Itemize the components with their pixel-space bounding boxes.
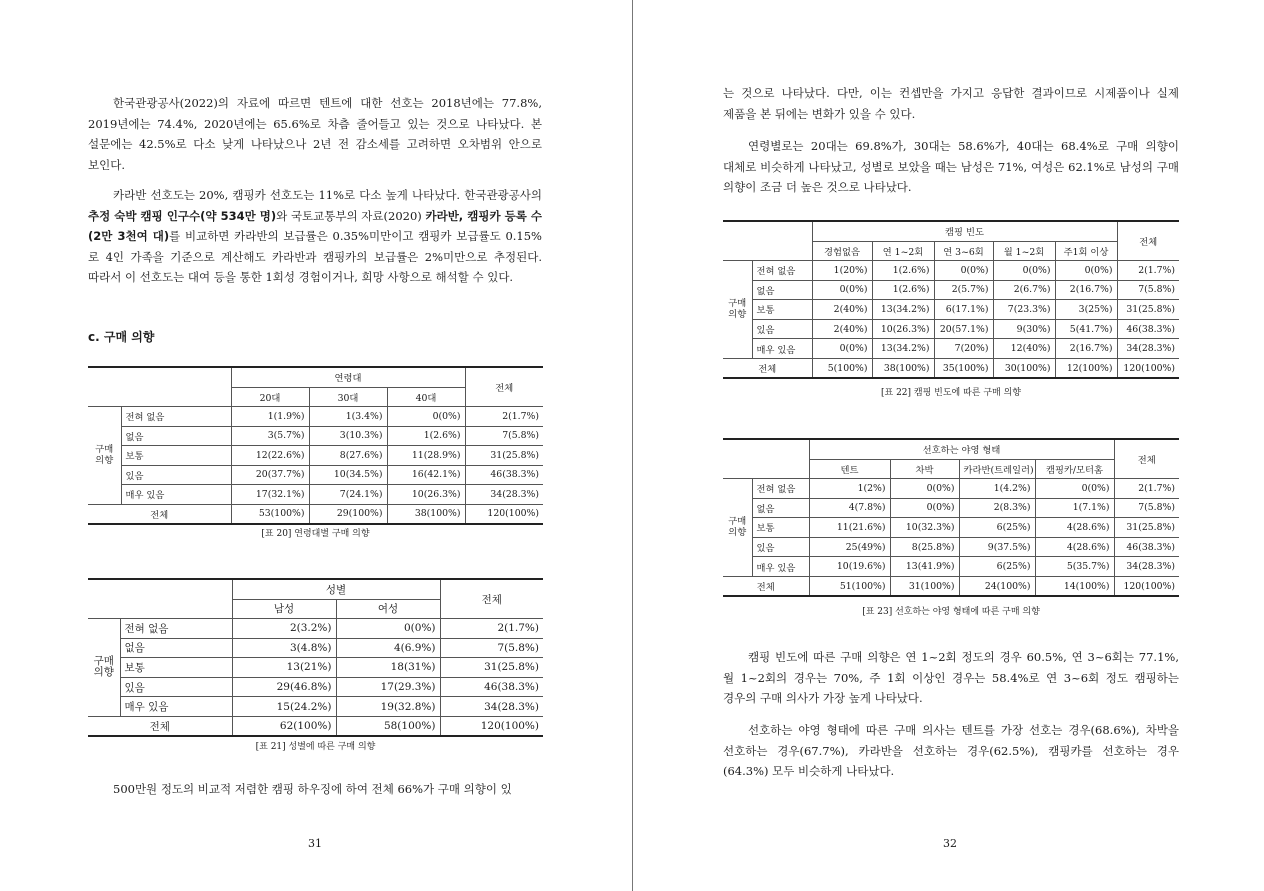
data-cell: 0(0%) xyxy=(934,261,993,281)
table-total-row xyxy=(88,716,543,736)
table-caption: [표 22] 캠핑 빈도에 따른 구매 의향 xyxy=(881,388,1021,398)
row-label: 보통 xyxy=(121,446,231,466)
data-cell: 2(16.7%) xyxy=(1055,280,1117,300)
row-label: 있음 xyxy=(121,465,231,485)
data-cell: 12(40%) xyxy=(993,339,1055,359)
table-row xyxy=(723,261,1179,281)
data-cell: 29(100%) xyxy=(309,504,387,524)
total-cell: 46(38.3%) xyxy=(440,677,543,697)
data-cell: 10(34.5%) xyxy=(309,465,387,485)
table-row xyxy=(723,479,1179,499)
table-gender-purchase-intent xyxy=(88,578,543,737)
data-cell: 30(100%) xyxy=(993,358,1055,378)
data-cell: 2(3.2%) xyxy=(232,619,336,639)
data-cell: 7(24.1%) xyxy=(309,485,387,505)
table-total-row xyxy=(723,576,1179,596)
paragraph-frequency-summary: 캠핑 빈도에 따른 구매 의향은 연 1~2회 정도의 경우 60.5%, 연 3~6회는 77.1%, 월 1~2회의 경우는 70%, 주 1회 이상인 경우는 58.4%로 연 3~6회 정도 캠핑하는 경우의 구매 의사가 가장 높게 나타났다. xyxy=(723,650,1179,706)
text-segment: 를 비교하면 카라반의 보급률은 0.35%미만이고 캠핑카 보급률도 0.15%로 4인 가족을 기준으로 계산해도 카라반과 캠핑카의 보급률은 2%미만으로 추정된다. 따라서 이 선호도는 대여 등을 통한 1회성 경험이거나, 희망 사항으로 해석할 수 있다. xyxy=(88,229,542,285)
total-column-header: 전체 xyxy=(1114,439,1179,479)
total-cell: 46(38.3%) xyxy=(465,465,543,485)
total-cell: 120(100%) xyxy=(1117,358,1179,378)
column-header: 20대 xyxy=(231,387,309,407)
data-cell: 13(34.2%) xyxy=(872,339,934,359)
row-label: 매우 있음 xyxy=(752,557,809,577)
total-cell: 2(1.7%) xyxy=(440,619,543,639)
data-cell: 24(100%) xyxy=(959,576,1035,596)
table-row xyxy=(88,465,543,485)
header-corner-cell xyxy=(723,221,812,261)
data-cell: 10(19.6%) xyxy=(809,557,890,577)
row-group-label: 구매 의향 xyxy=(723,261,752,359)
table-row xyxy=(723,339,1179,359)
table-caption: [표 20] 연령대별 구매 의향 xyxy=(261,529,370,539)
row-group-label: 구매 의향 xyxy=(723,479,752,577)
data-cell: 10(26.3%) xyxy=(387,485,465,505)
data-cell: 1(1.9%) xyxy=(231,407,309,427)
column-group-header: 연령대 xyxy=(231,367,465,387)
data-cell: 16(42.1%) xyxy=(387,465,465,485)
table-row xyxy=(88,446,543,466)
table-caption: [표 23] 선호하는 야영 형태에 따른 구매 의향 xyxy=(862,607,1040,617)
data-cell: 3(4.8%) xyxy=(232,638,336,658)
data-cell: 38(100%) xyxy=(872,358,934,378)
page-number: 32 xyxy=(943,837,957,850)
table-caption: [표 21] 성별에 따른 구매 의향 xyxy=(255,742,376,752)
total-cell: 7(5.8%) xyxy=(440,638,543,658)
row-label: 없음 xyxy=(121,426,231,446)
data-cell: 2(40%) xyxy=(812,300,872,320)
column-group-header: 성별 xyxy=(232,579,440,599)
data-cell: 5(41.7%) xyxy=(1055,319,1117,339)
data-cell: 31(100%) xyxy=(890,576,959,596)
data-cell: 11(28.9%) xyxy=(387,446,465,466)
column-header: 주1회 이상 xyxy=(1055,241,1117,261)
total-cell: 2(1.7%) xyxy=(1114,479,1179,499)
total-cell: 2(1.7%) xyxy=(1117,261,1179,281)
row-label: 있음 xyxy=(120,677,232,697)
total-row-label: 전체 xyxy=(723,358,812,378)
data-cell: 0(0%) xyxy=(387,407,465,427)
column-header: 텐트 xyxy=(809,459,890,479)
data-cell: 13(34.2%) xyxy=(872,300,934,320)
column-group-header: 캠핑 빈도 xyxy=(812,221,1117,241)
column-group-header: 선호하는 야영 형태 xyxy=(809,439,1114,459)
data-cell: 8(27.6%) xyxy=(309,446,387,466)
data-cell: 0(0%) xyxy=(993,261,1055,281)
text-segment: 와 국토교통부의 자료(2020) xyxy=(276,208,426,223)
row-label: 없음 xyxy=(120,638,232,658)
table-row xyxy=(723,319,1179,339)
total-row-label: 전체 xyxy=(88,716,232,736)
total-row-label: 전체 xyxy=(723,576,809,596)
row-label: 전혀 없음 xyxy=(120,619,232,639)
total-column-header: 전체 xyxy=(465,367,543,407)
row-label: 매우 있음 xyxy=(120,697,232,717)
data-cell: 13(21%) xyxy=(232,658,336,678)
data-cell: 53(100%) xyxy=(231,504,309,524)
table-row xyxy=(88,485,543,505)
data-cell: 0(0%) xyxy=(890,498,959,518)
data-cell: 9(37.5%) xyxy=(959,537,1035,557)
data-cell: 29(46.8%) xyxy=(232,677,336,697)
row-label: 매우 있음 xyxy=(121,485,231,505)
column-header: 캠핑카/모터홈 xyxy=(1035,459,1114,479)
column-header: 30대 xyxy=(309,387,387,407)
table-row xyxy=(88,407,543,427)
data-cell: 0(0%) xyxy=(812,339,872,359)
data-cell: 7(23.3%) xyxy=(993,300,1055,320)
row-label: 전혀 없음 xyxy=(752,261,812,281)
table-row xyxy=(88,658,543,678)
data-cell: 3(25%) xyxy=(1055,300,1117,320)
data-cell: 5(100%) xyxy=(812,358,872,378)
data-cell: 3(5.7%) xyxy=(231,426,309,446)
table-row xyxy=(723,518,1179,538)
total-cell: 34(28.3%) xyxy=(1114,557,1179,577)
data-cell: 5(35.7%) xyxy=(1035,557,1114,577)
table-row xyxy=(88,638,543,658)
data-cell: 1(2%) xyxy=(809,479,890,499)
paragraph-age-gender-summary: 연령별로는 20대는 69.8%가, 30대는 58.6%가, 40대는 68.4%로 구매 의향이 대체로 비슷하게 나타났고, 성별로 보았을 때는 남성은 71%, 여성은 62.1%로 남성의 구매 의향이 조금 더 높은 것으로 나타났다. xyxy=(723,139,1179,195)
data-cell: 9(30%) xyxy=(993,319,1055,339)
data-cell: 19(32.8%) xyxy=(336,697,440,717)
total-cell: 2(1.7%) xyxy=(465,407,543,427)
data-cell: 0(0%) xyxy=(336,619,440,639)
table-header-row xyxy=(88,579,543,599)
row-label: 전혀 없음 xyxy=(752,479,809,499)
data-cell: 6(17.1%) xyxy=(934,300,993,320)
data-cell: 7(20%) xyxy=(934,339,993,359)
total-cell: 120(100%) xyxy=(1114,576,1179,596)
total-cell: 34(28.3%) xyxy=(1117,339,1179,359)
column-header: 차박 xyxy=(890,459,959,479)
bold-caravan-registrations: 카라반, 캠핑카 등록 수(2만 3천여 대) xyxy=(88,208,543,244)
data-cell: 17(29.3%) xyxy=(336,677,440,697)
row-label: 보통 xyxy=(752,300,812,320)
table-row xyxy=(723,498,1179,518)
data-cell: 15(24.2%) xyxy=(232,697,336,717)
table-total-row xyxy=(723,358,1179,378)
row-label: 없음 xyxy=(752,280,812,300)
data-cell: 20(57.1%) xyxy=(934,319,993,339)
table-header-row xyxy=(88,367,543,387)
table-total-row xyxy=(88,504,543,524)
total-cell: 120(100%) xyxy=(465,504,543,524)
row-label: 있음 xyxy=(752,319,812,339)
data-cell: 1(2.6%) xyxy=(872,261,934,281)
text-segment: 카라반 선호도는 20%, 캠핑카 선호도는 11%로 다소 높게 나타났다. 한국관광공사의 xyxy=(113,188,542,202)
data-cell: 1(20%) xyxy=(812,261,872,281)
table-frequency-purchase-intent xyxy=(723,220,1179,379)
total-cell: 7(5.8%) xyxy=(1114,498,1179,518)
paragraph-tent-preference: 한국관광공사(2022)의 자료에 따르면 텐트에 대한 선호는 2018년에는 77.8%, 2019년에는 74.4%, 2020년에는 65.6%로 차츰 줄어들고 있는 것으로 나타났다. 본 설문에는 42.5%로 다소 낮게 나타났으나 2년 전 감소세를 고려하면 오차범위 안으로 보인다. xyxy=(88,96,542,172)
data-cell: 0(0%) xyxy=(1035,479,1114,499)
total-cell: 46(38.3%) xyxy=(1114,537,1179,557)
total-cell: 7(5.8%) xyxy=(465,426,543,446)
total-column-header: 전체 xyxy=(440,579,543,619)
column-header: 40대 xyxy=(387,387,465,407)
table-row xyxy=(88,697,543,717)
data-cell: 14(100%) xyxy=(1035,576,1114,596)
data-cell: 2(5.7%) xyxy=(934,280,993,300)
data-cell: 20(37.7%) xyxy=(231,465,309,485)
data-cell: 12(100%) xyxy=(1055,358,1117,378)
row-label: 매우 있음 xyxy=(752,339,812,359)
data-cell: 1(2.6%) xyxy=(387,426,465,446)
column-header: 경험없음 xyxy=(812,241,872,261)
table-age-purchase-intent xyxy=(88,366,543,525)
data-cell: 2(16.7%) xyxy=(1055,339,1117,359)
data-cell: 0(0%) xyxy=(1055,261,1117,281)
paragraph-continuation: 는 것으로 나타났다. 다만, 이는 컨셉만을 가지고 응답한 결과이므로 시제품이나 실제 제품을 본 뒤에는 변화가 있을 수 있다. xyxy=(723,86,1179,121)
paragraph-purchase-summary: 500만원 정도의 비교적 저렴한 캠핑 하우징에 하여 전체 66%가 구매 의향이 있 xyxy=(113,782,512,796)
total-cell: 7(5.8%) xyxy=(1117,280,1179,300)
row-label: 전혀 없음 xyxy=(121,407,231,427)
page-number: 31 xyxy=(308,837,322,850)
data-cell: 11(21.6%) xyxy=(809,518,890,538)
data-cell: 17(32.1%) xyxy=(231,485,309,505)
table-header-row xyxy=(723,439,1179,459)
data-cell: 1(2.6%) xyxy=(872,280,934,300)
data-cell: 2(40%) xyxy=(812,319,872,339)
column-header: 월 1~2회 xyxy=(993,241,1055,261)
data-cell: 0(0%) xyxy=(812,280,872,300)
data-cell: 13(41.9%) xyxy=(890,557,959,577)
table-camping-style-purchase-intent xyxy=(723,438,1179,597)
header-corner-cell xyxy=(88,367,231,407)
data-cell: 4(28.6%) xyxy=(1035,537,1114,557)
table-row xyxy=(723,537,1179,557)
data-cell: 6(25%) xyxy=(959,518,1035,538)
column-header: 연 3~6회 xyxy=(934,241,993,261)
data-cell: 12(22.6%) xyxy=(231,446,309,466)
table-header-row xyxy=(723,221,1179,241)
data-cell: 0(0%) xyxy=(890,479,959,499)
data-cell: 2(8.3%) xyxy=(959,498,1035,518)
bold-camping-population: 추정 숙박 캠핑 인구수(약 534만 명) xyxy=(88,208,277,223)
paragraph-caravan-preference xyxy=(88,185,542,288)
data-cell: 1(3.4%) xyxy=(309,407,387,427)
column-header: 남성 xyxy=(232,599,336,619)
table-row xyxy=(723,557,1179,577)
total-cell: 34(28.3%) xyxy=(465,485,543,505)
column-header: 연 1~2회 xyxy=(872,241,934,261)
data-cell: 8(25.8%) xyxy=(890,537,959,557)
data-cell: 38(100%) xyxy=(387,504,465,524)
section-heading-purchase-intent: c. 구매 의향 xyxy=(88,330,155,344)
row-group-label: 구매 의향 xyxy=(88,407,121,505)
total-cell: 120(100%) xyxy=(440,716,543,736)
column-header: 여성 xyxy=(336,599,440,619)
total-cell: 34(28.3%) xyxy=(440,697,543,717)
data-cell: 35(100%) xyxy=(934,358,993,378)
header-corner-cell xyxy=(88,579,232,619)
column-header: 카라반(트레일러) xyxy=(959,459,1035,479)
total-cell: 31(25.8%) xyxy=(1114,518,1179,538)
data-cell: 3(10.3%) xyxy=(309,426,387,446)
table-row xyxy=(88,619,543,639)
data-cell: 25(49%) xyxy=(809,537,890,557)
row-label: 보통 xyxy=(752,518,809,538)
paragraph-style-summary: 선호하는 야영 형태에 따른 구매 의사는 텐트를 가장 선호는 경우(68.6%), 차박을 선호하는 경우(67.7%), 카라반을 선호하는 경우(62.5%), 캠핑카를 선호하는 경우(64.3%) 모두 비슷하게 나타났다. xyxy=(723,723,1179,779)
data-cell: 18(31%) xyxy=(336,658,440,678)
data-cell: 4(6.9%) xyxy=(336,638,440,658)
data-cell: 4(7.8%) xyxy=(809,498,890,518)
data-cell: 4(28.6%) xyxy=(1035,518,1114,538)
total-cell: 46(38.3%) xyxy=(1117,319,1179,339)
data-cell: 1(7.1%) xyxy=(1035,498,1114,518)
header-corner-cell xyxy=(723,439,809,479)
table-row xyxy=(88,677,543,697)
total-cell: 31(25.8%) xyxy=(1117,300,1179,320)
data-cell: 2(6.7%) xyxy=(993,280,1055,300)
data-cell: 1(4.2%) xyxy=(959,479,1035,499)
data-cell: 51(100%) xyxy=(809,576,890,596)
total-column-header: 전체 xyxy=(1117,221,1179,261)
total-cell: 31(25.8%) xyxy=(465,446,543,466)
right-page xyxy=(633,0,1264,891)
data-cell: 10(26.3%) xyxy=(872,319,934,339)
table-row xyxy=(88,426,543,446)
data-cell: 6(25%) xyxy=(959,557,1035,577)
row-label: 있음 xyxy=(752,537,809,557)
table-row xyxy=(723,280,1179,300)
row-group-label: 구매 의향 xyxy=(88,619,120,717)
table-row xyxy=(723,300,1179,320)
data-cell: 62(100%) xyxy=(232,716,336,736)
row-label: 없음 xyxy=(752,498,809,518)
row-label: 보통 xyxy=(120,658,232,678)
total-cell: 31(25.8%) xyxy=(440,658,543,678)
total-row-label: 전체 xyxy=(88,504,231,524)
data-cell: 58(100%) xyxy=(336,716,440,736)
data-cell: 10(32.3%) xyxy=(890,518,959,538)
